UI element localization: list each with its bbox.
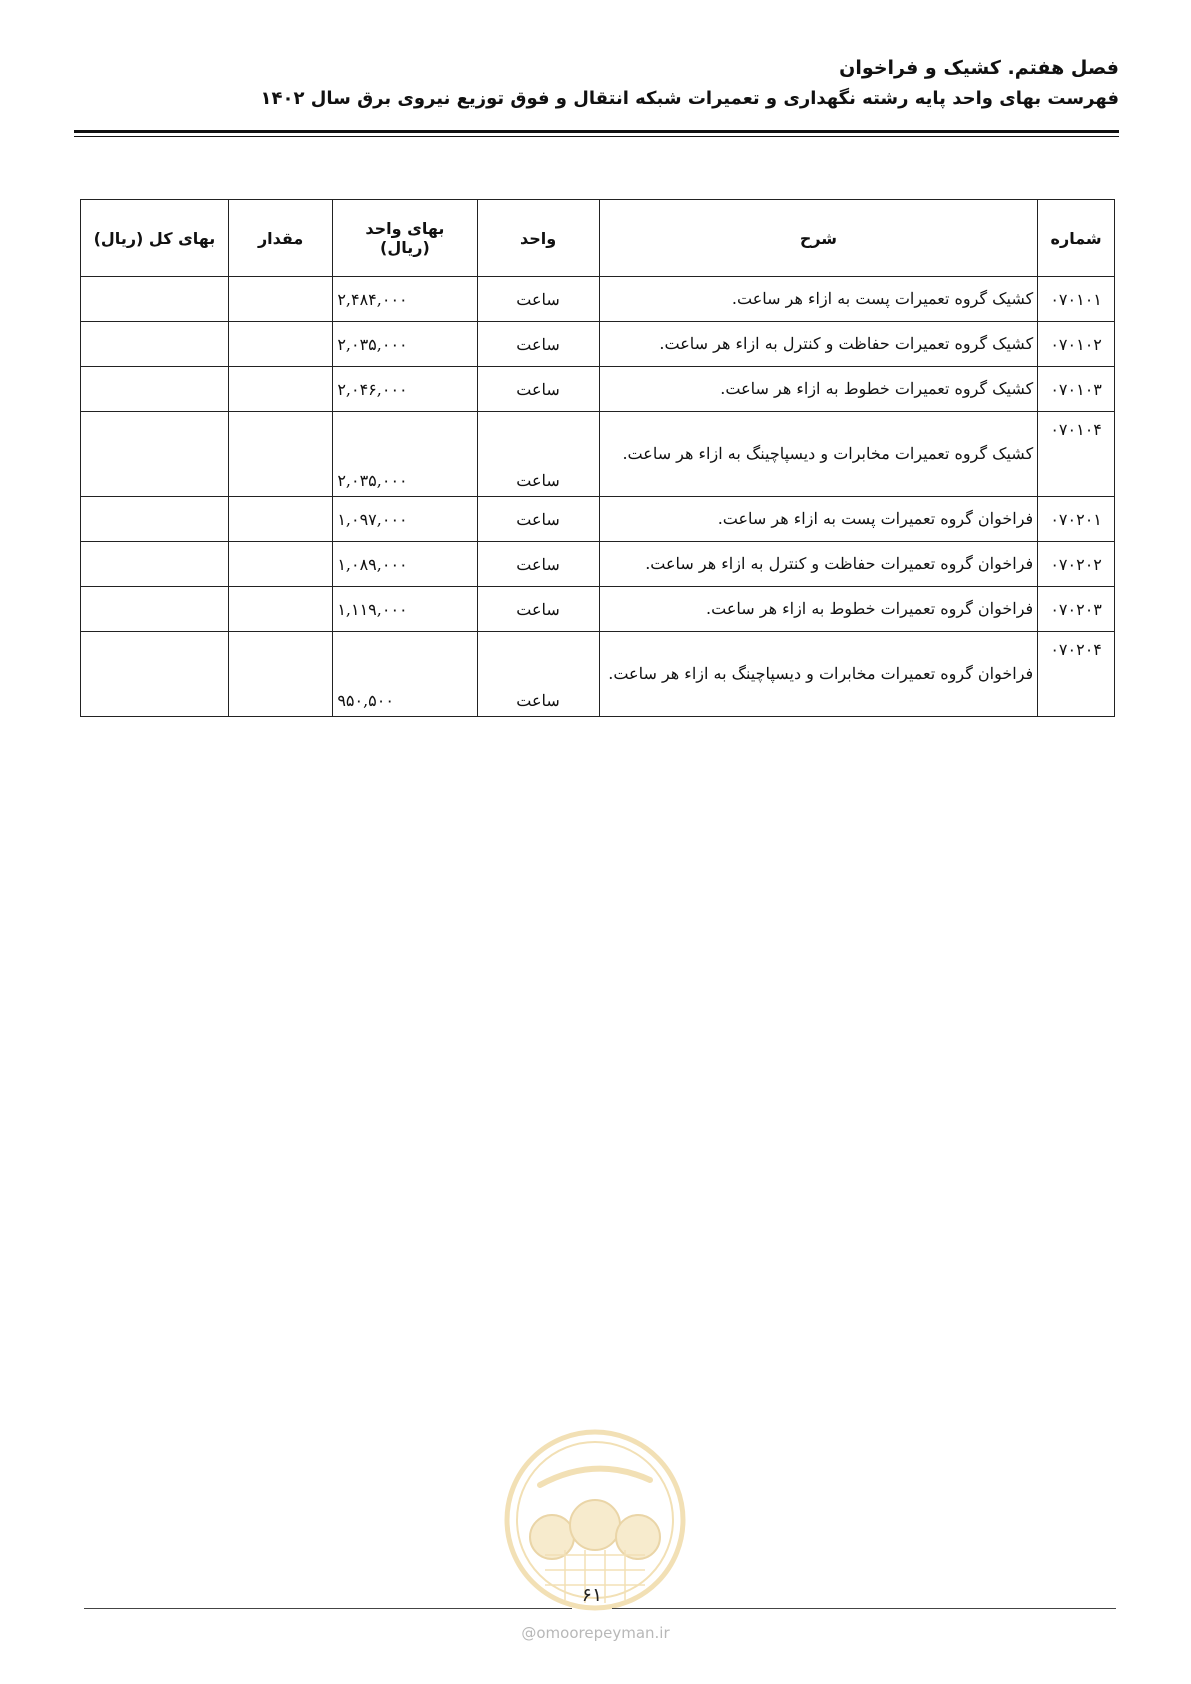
- row-total: [81, 412, 229, 497]
- row-code: ۰۷۰۲۰۲: [1038, 542, 1115, 587]
- header-unit: واحد: [477, 200, 599, 277]
- row-total: [81, 277, 229, 322]
- row-description: کشیک گروه تعمیرات حفاظت و کنترل به ازاء هر ساعت.: [599, 322, 1038, 367]
- row-description: فراخوان گروه تعمیرات خطوط به ازاء هر ساعت.: [599, 587, 1038, 632]
- row-unit: ساعت: [477, 497, 599, 542]
- row-quantity: [228, 587, 332, 632]
- row-unit-price: ۱,۰۹۷,۰۰۰: [333, 497, 477, 542]
- table-row: [81, 322, 1115, 367]
- row-quantity: [228, 542, 332, 587]
- row-code: ۰۷۰۱۰۲: [1038, 322, 1115, 367]
- row-unit: ساعت: [477, 542, 599, 587]
- row-description: کشیک گروه تعمیرات خطوط به ازاء هر ساعت.: [599, 367, 1038, 412]
- row-unit-price: ۲,۰۳۵,۰۰۰: [333, 322, 477, 367]
- row-unit: ساعت: [477, 412, 599, 497]
- header-total: بهای کل (ریال): [81, 200, 229, 277]
- footer-rule-right: [612, 1608, 1116, 1609]
- row-unit-price: ۱,۱۱۹,۰۰۰: [333, 587, 477, 632]
- chapter-title: فصل هفتم. کشیک و فراخوان: [839, 57, 1119, 79]
- header-rule-thick: [74, 130, 1119, 133]
- row-unit-price: ۲,۴۸۴,۰۰۰: [333, 277, 477, 322]
- row-description: فراخوان گروه تعمیرات پست به ازاء هر ساعت.: [599, 497, 1038, 542]
- row-description: کشیک گروه تعمیرات پست به ازاء هر ساعت.: [599, 277, 1038, 322]
- header-quantity: مقدار: [228, 200, 332, 277]
- row-quantity: [228, 322, 332, 367]
- row-unit: ساعت: [477, 587, 599, 632]
- row-total: [81, 367, 229, 412]
- table-row: [81, 277, 1115, 322]
- table-row: [81, 587, 1115, 632]
- row-unit-price: ۲,۰۳۵,۰۰۰: [333, 412, 477, 497]
- table-header-row: [81, 200, 1115, 277]
- page-header: [69, 52, 1119, 114]
- header-code: شماره: [1038, 200, 1115, 277]
- row-total: [81, 322, 229, 367]
- row-unit-price: ۲,۰۴۶,۰۰۰: [333, 367, 477, 412]
- table-row: [81, 412, 1115, 497]
- site-watermark: @omoorepeyman.ir: [521, 1624, 670, 1642]
- footer-rule-left: [84, 1608, 572, 1609]
- table-row: [81, 632, 1115, 717]
- row-quantity: [228, 632, 332, 717]
- row-unit: ساعت: [477, 632, 599, 717]
- row-unit: ساعت: [477, 367, 599, 412]
- row-quantity: [228, 497, 332, 542]
- row-total: [81, 632, 229, 717]
- row-total: [81, 587, 229, 632]
- row-code: ۰۷۰۲۰۱: [1038, 497, 1115, 542]
- header-unit-price: [333, 200, 477, 277]
- row-quantity: [228, 277, 332, 322]
- page-number: ۶۱: [581, 1584, 603, 1606]
- row-total: [81, 497, 229, 542]
- row-quantity: [228, 412, 332, 497]
- row-description: کشیک گروه تعمیرات مخابرات و دیسپاچینگ به ازاء هر ساعت.: [599, 412, 1038, 497]
- row-code: ۰۷۰۲۰۳: [1038, 587, 1115, 632]
- row-unit: ساعت: [477, 322, 599, 367]
- table-row: [81, 542, 1115, 587]
- row-code: ۰۷۰۱۰۱: [1038, 277, 1115, 322]
- header-unit-price-label: بهای واحد: [365, 219, 445, 238]
- row-unit-price: ۱,۰۸۹,۰۰۰: [333, 542, 477, 587]
- row-code: ۰۷۰۲۰۴: [1038, 632, 1115, 717]
- table-row: [81, 497, 1115, 542]
- header-description: شرح: [599, 200, 1038, 277]
- row-quantity: [228, 367, 332, 412]
- row-code: ۰۷۰۱۰۳: [1038, 367, 1115, 412]
- row-description: فراخوان گروه تعمیرات مخابرات و دیسپاچینگ به ازاء هر ساعت.: [599, 632, 1038, 717]
- row-description: فراخوان گروه تعمیرات حفاظت و کنترل به ازاء هر ساعت.: [599, 542, 1038, 587]
- row-code: ۰۷۰۱۰۴: [1038, 412, 1115, 497]
- row-unit-price: ۹۵۰,۵۰۰: [333, 632, 477, 717]
- document-subtitle: فهرست بهای واحد پایه رشته نگهداری و تعمیرات شبکه انتقال و فوق توزیع نیروی برق سال ۱۴۰۲: [260, 88, 1119, 109]
- table-row: [81, 367, 1115, 412]
- row-total: [81, 542, 229, 587]
- price-list-table: [80, 199, 1115, 717]
- row-unit: ساعت: [477, 277, 599, 322]
- header-unit-price-currency: (ریال): [380, 238, 430, 257]
- header-rule-thin: [74, 136, 1119, 137]
